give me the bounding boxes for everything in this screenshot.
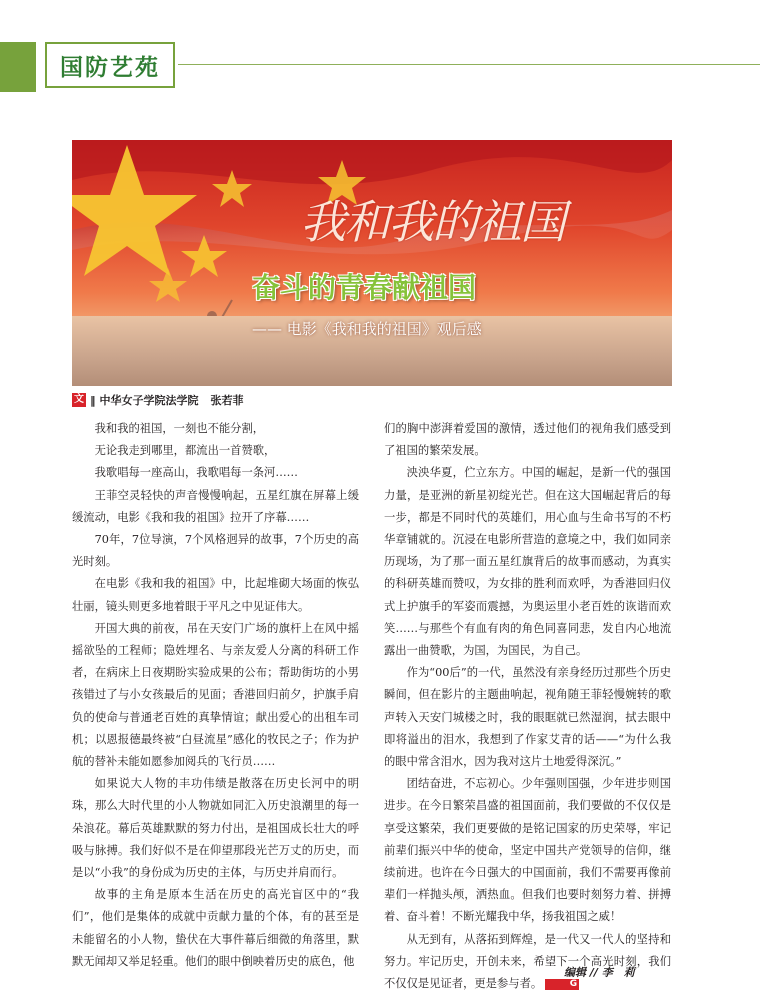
article-paragraph: 开国大典的前夜，吊在天安门广场的旗杆上在风中摇摇欲坠的工程师；隐姓埋名、与亲友爱人分离的科研工作者，在病床上日夜期盼实验成果的公布；帮助街坊的小男孩错过了与小女孩最后的见面；香港回归前夕，护旗手肩负的使命与普通老百姓的真挚情谊；献出爱心的出租车司机；以恩报德最终被“白昼流星”感化的牧民之子；作为护航的替补未能如愿参加阅兵的飞行员……	[72, 621, 359, 769]
article-paragraph: 如果说大人物的丰功伟绩是散落在历史长河中的明珠，那么大时代里的小人物就如同汇入历史浪潮里的每一朵浪花。幕后英雄默默的努力付出，是祖国成长壮大的呼吸与脉搏。我们好似不是在仰望那段光芒万丈的历史，而是以“小我”的身份成为历史的主体，与历史并肩而行。	[72, 777, 359, 880]
article-paragraph: 团结奋进，不忘初心。少年强则国强，少年进步则国进步。在今日繁荣昌盛的祖国面前，我们要做的不仅仅是享受这繁荣，我们更要做的是铭记国家的历史荣辱，牢记前辈们振兴中华的使命，坚定中国共产党领导的信仰，继续前进。也许在今日强大的中国面前，我们不需要再像前辈们一样抛头颅，洒热血。但我们也要时刻努力着、拼搏着、奋斗着！不断光耀我中华，扬我祖国之威！	[384, 777, 671, 924]
author-name: 张若菲	[210, 394, 244, 407]
end-mark-icon: G	[545, 979, 579, 990]
poem-line: 无论我走到哪里，都流出一首赞歌，	[94, 444, 276, 458]
editor-credit: 编辑 // 李 莉	[564, 966, 635, 979]
final-paragraph-text: 从无到有，从落拓到辉煌，是一代又一代人的坚持和努力。牢记历史，开创未来，希望下一个高光时刻，我们不仅仅是见证者，更是参与者。	[384, 932, 671, 991]
poem-line: 我歌唱每一座高山，我歌唱每一条河……	[94, 466, 298, 480]
article-paragraph: 在电影《我和我的祖国》中，比起堆砌大场面的恢弘壮丽，镜头则更多地着眼于平凡之中见证伟大。	[72, 577, 359, 613]
article-column-right	[384, 418, 671, 995]
article-paragraph: 故事的主角是原本生活在历史的高光盲区中的“我们”，他们是集体的成就中贡献力量的个体，有的甚至是未能留名的小人物，蛰伏在大事件幕后细微的角落里，默默无闻却又举足轻重。他们的眼中倒映着历史的底色，他	[72, 888, 359, 968]
poem-line: 我和我的祖国，一刻也不能分割，	[94, 422, 265, 435]
article-paragraph-final	[384, 929, 671, 996]
byline-separator: ‖	[90, 393, 96, 407]
calligraphy-art: 我和我的祖国	[300, 195, 564, 249]
article-subtitle: —— 电影《我和我的祖国》观后感	[252, 320, 482, 338]
article-paragraph: 王菲空灵轻快的声音慢慢响起，五星红旗在屏幕上缓缓流动，电影《我和我的祖国》拉开了序幕……	[72, 488, 359, 524]
small-star-shape	[149, 268, 187, 302]
author-organization: 中华女子学院法学院	[99, 394, 199, 407]
header-rule	[178, 64, 760, 65]
byline	[72, 391, 244, 409]
article-column-left	[72, 418, 359, 973]
column-label: 国防艺苑	[45, 42, 175, 88]
section-side-tab	[0, 42, 36, 92]
article-paragraph: 作为“00后”的一代，虽然没有亲身经历过那些个历史瞬间，但在影片的主题曲响起，视角随王菲轻慢婉转的歌声转入天安门城楼之时，我的眼眶就已然湿润，拭去眼中即将溢出的泪水，我想到了作家艾青的话——“为什么我的眼中常含泪水，因为我对这片土地爱得深沉。”	[384, 666, 671, 769]
article-title: 奋斗的青春献祖国	[252, 271, 477, 304]
byline-tag: 文	[74, 394, 84, 405]
article-paragraph: 泱泱华夏，伫立东方。中国的崛起，是新一代的强国力量，是亚洲的新星初绽光芒。但在这大国崛起背后的每一步，都是不同时代的英雄们，用心血与生命书写的不朽华章铺就的。沉浸在电影所营造的意境之中，我们如同亲历现场，为了那一面五星红旗背后的故事而感动，为真实的科研英雄而赞叹，为女排的胜利而欢呼，为香港回归仪式上护旗手的军姿而震撼，为奥运里小老百姓的诙谐而欢笑……与那些个有血有肉的角色同喜同悲，发自内心地流露出一曲赞歌，为国，为国民，为自己。	[384, 466, 671, 658]
banner-image	[72, 140, 672, 386]
article-paragraph: 70年，7位导演，7个风格迥异的故事，7个历史的高光时刻。	[72, 533, 359, 569]
article-paragraph-continued: 们的胸中澎湃着爱国的激情，透过他们的视角我们感受到了祖国的繁荣发展。	[384, 422, 671, 458]
